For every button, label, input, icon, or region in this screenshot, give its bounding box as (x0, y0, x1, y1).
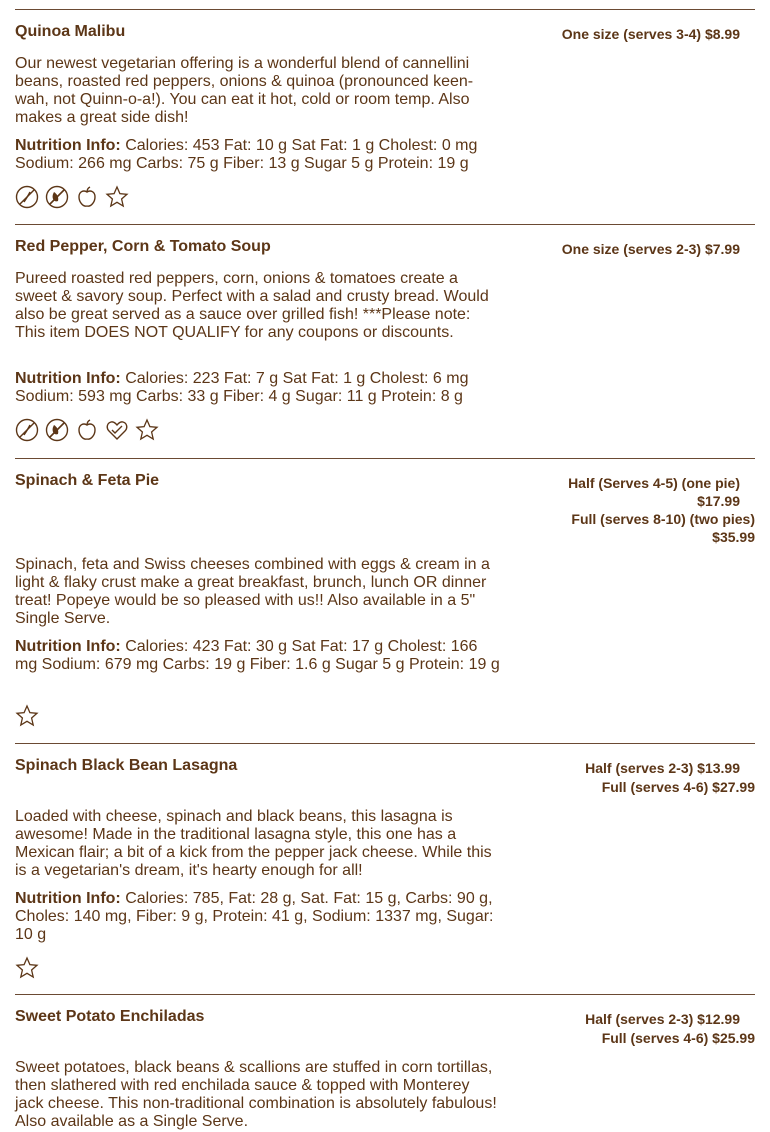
price-block (562, 25, 740, 43)
price-block (562, 240, 740, 258)
nutrition-info (15, 890, 500, 944)
price-option[interactable]: Full (serves 4-6) $27.99 (601, 779, 755, 795)
price-block (585, 1010, 755, 1047)
nutrition-label: Nutrition Info: (15, 890, 121, 907)
no-meat-icon (45, 185, 69, 209)
apple-icon (75, 418, 99, 442)
apple-icon (75, 185, 99, 209)
price-option[interactable]: Full (serves 4-6) $25.99 (601, 1030, 755, 1046)
no-meat-icon (45, 418, 69, 442)
diet-icons (15, 956, 39, 982)
item-title[interactable]: Spinach Black Bean Lasagna (15, 757, 238, 774)
item-title[interactable]: Quinoa Malibu (15, 23, 126, 40)
price-option[interactable]: One size (serves 3-4) $8.99 (561, 26, 740, 42)
diet-icons (15, 418, 159, 444)
menu-item (15, 743, 755, 995)
nutrition-values: Calories: 785, Fat: 28 g, Sat. Fat: 15 g, Carbs: 90 g, Choles: 140 mg, Fiber: 9 g, Protein: 41 g, Sodium: 1337 mg, Sugar: 10 g (15, 890, 494, 943)
star-icon[interactable] (15, 956, 39, 980)
price-option[interactable]: Full (serves 8-10) (two pies) (571, 511, 755, 527)
price-value: $17.99 (697, 493, 740, 509)
star-icon[interactable] (15, 704, 39, 728)
nutrition-info (15, 638, 500, 674)
no-gluten-icon (15, 185, 39, 209)
item-description: Sweet potatoes, black beans & scallions are stuffed in corn tortillas, then slathered with red enchilada sauce & topped with Monterey jack cheese. This non-traditional combination is absolutely fabulous! Also available as a Single Serve. (15, 1059, 497, 1130)
price-option[interactable]: Half (serves 2-3) $12.99 (585, 1011, 740, 1027)
menu-item (15, 224, 755, 459)
item-description: Spinach, feta and Swiss cheeses combined with eggs & cream in a light & flaky crust make a great breakfast, brunch, lunch OR dinner treat! Popeye would be so pleased with us!! Also available in a 5" Single Serve. (15, 556, 490, 627)
nutrition-values: Calories: 423 Fat: 30 g Sat Fat: 17 g Cholest: 166 mg Sodium: 679 mg Carbs: 19 g Fiber: 1.6 g Sugar 5 g Protein: 19 g (15, 638, 500, 673)
menu-item (15, 458, 755, 744)
menu-item (15, 994, 755, 1132)
price-option[interactable]: Half (serves 2-3) $13.99 (585, 760, 740, 776)
item-title[interactable]: Sweet Potato Enchiladas (15, 1008, 205, 1025)
nutrition-info (15, 137, 500, 173)
diet-icons (15, 704, 39, 730)
item-description: Loaded with cheese, spinach and black beans, this lasagna is awesome! Made in the traditional lasagna style, this one has a Mexican flair; a bit of a kick from the pepper jack cheese. While this is a vegetarian's dream, it's hearty enough for all! (15, 808, 492, 879)
star-icon[interactable] (105, 185, 129, 209)
nutrition-label: Nutrition Info: (15, 137, 121, 154)
price-block (568, 474, 755, 546)
price-block (585, 759, 755, 796)
nutrition-values: Calories: 223 Fat: 7 g Sat Fat: 1 g Cholest: 6 mg Sodium: 593 mg Carbs: 33 g Fiber: 4 g Sugar: 11 g Protein: 8 g (15, 370, 469, 405)
price-option[interactable]: Half (Serves 4-5) (one pie) (568, 475, 740, 491)
item-title[interactable]: Spinach & Feta Pie (15, 472, 160, 489)
heart-check-icon (105, 418, 129, 442)
item-title[interactable]: Red Pepper, Corn & Tomato Soup (15, 238, 271, 255)
no-gluten-icon (15, 418, 39, 442)
item-description: Our newest vegetarian offering is a wonderful blend of cannellini beans, roasted red peppers, onions & quinoa (pronounced keen-wah, not Quinn-o-a!). You can eat it hot, cold or room temp. Also makes a great side dish! (15, 55, 474, 126)
nutrition-info (15, 370, 500, 406)
item-description: Pureed roasted red peppers, corn, onions & tomatoes create a sweet & savory soup. Perfect with a salad and crusty bread. Would also be great served as a sauce over grilled fish! ***Please note: This item DOES NOT QUALIFY for any coupons or discounts. (15, 270, 489, 341)
nutrition-values: Calories: 453 Fat: 10 g Sat Fat: 1 g Cholest: 0 mg Sodium: 266 mg Carbs: 75 g Fiber: 13 g Sugar 5 g Protein: 19 g (15, 137, 478, 172)
price-value: $35.99 (712, 529, 755, 545)
price-option[interactable]: One size (serves 2-3) $7.99 (561, 241, 740, 257)
star-icon[interactable] (135, 418, 159, 442)
diet-icons (15, 185, 129, 211)
nutrition-label: Nutrition Info: (15, 638, 121, 655)
menu-item (15, 9, 755, 225)
nutrition-label: Nutrition Info: (15, 370, 121, 387)
